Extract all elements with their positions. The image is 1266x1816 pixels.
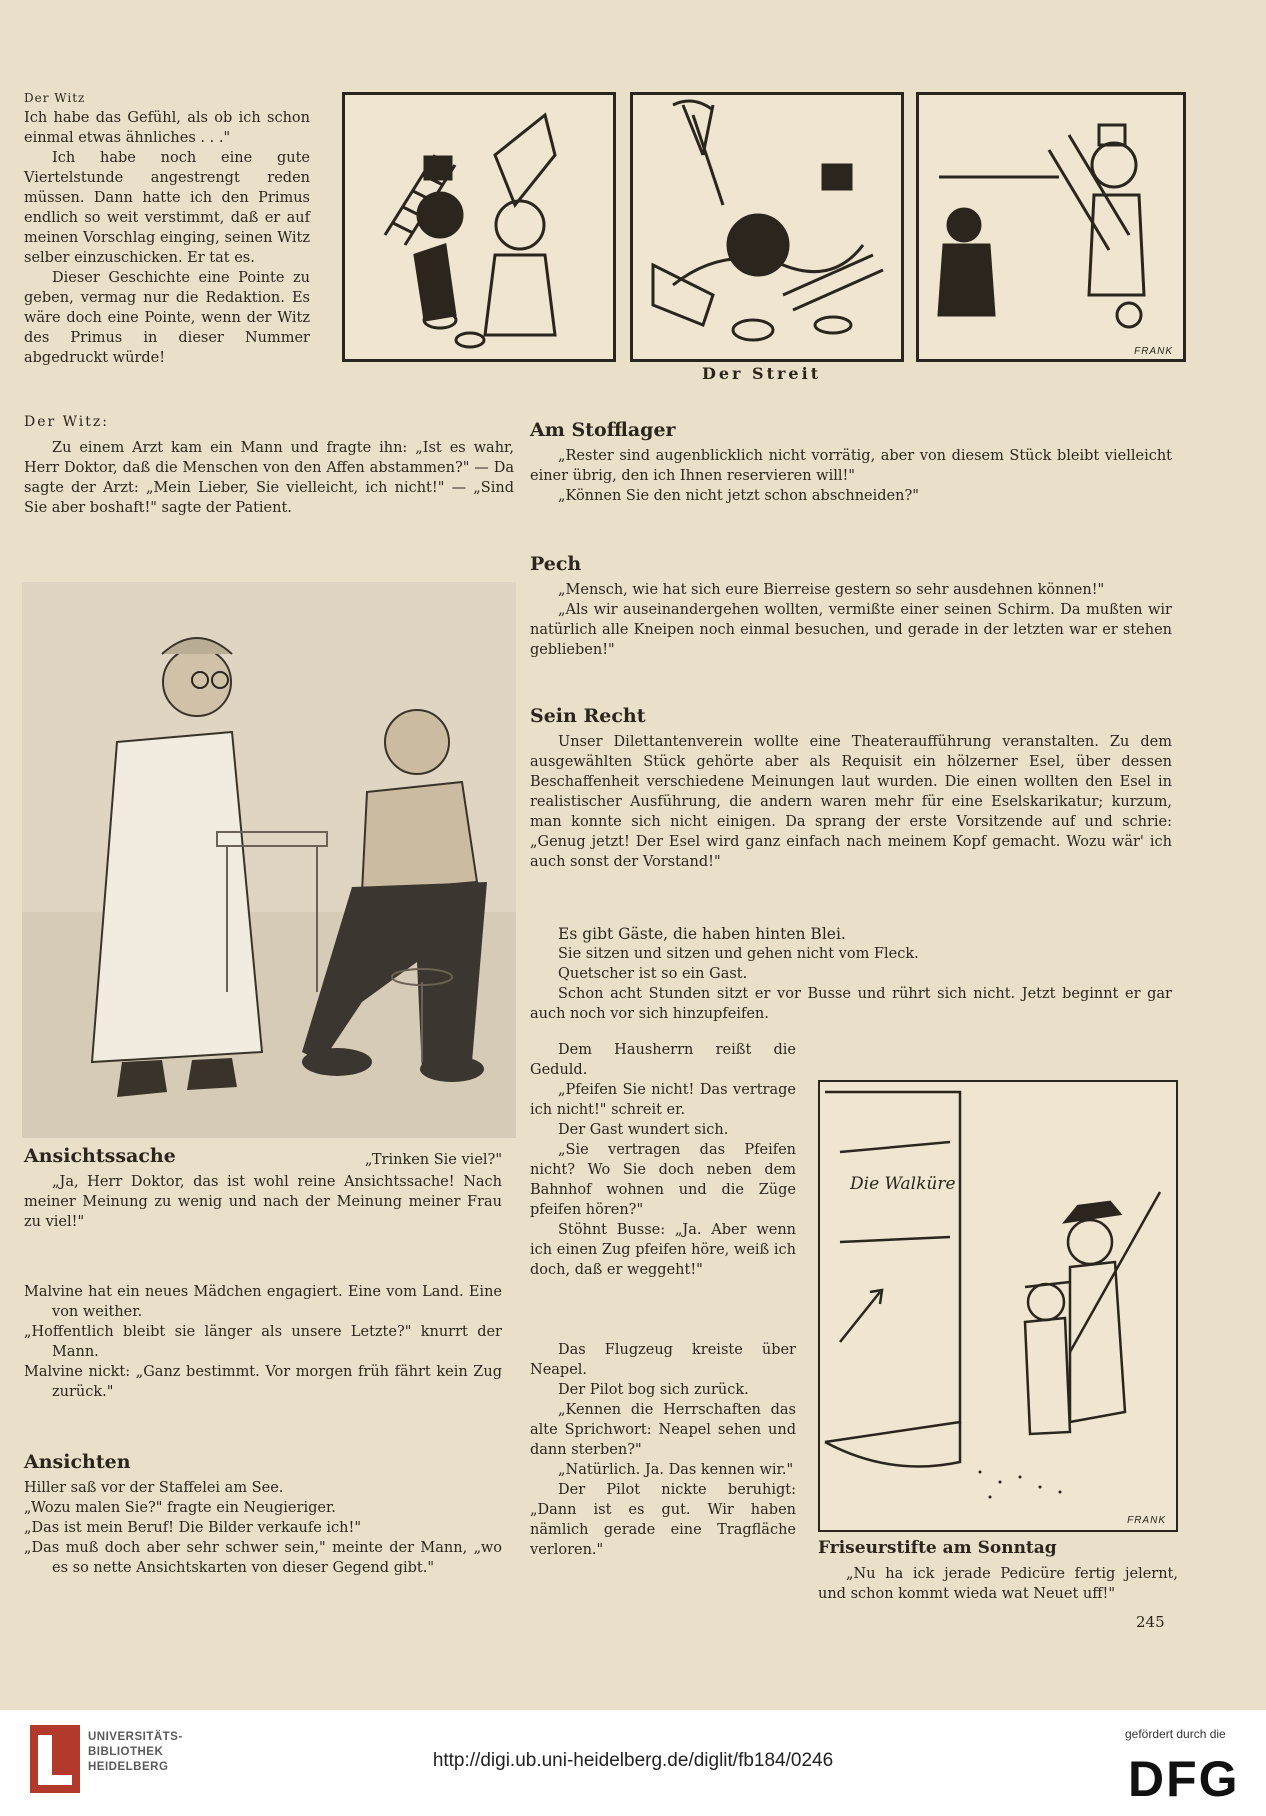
paragraph: Unser Dilettantenverein wollte eine Theateraufführung veranstalten. Zu dem ausgewählten Stück gehörte aber als Requisit ein hölzerner Esel, über dessen Beschaffenheit verschiedene Meinungen laut wurden. Die einen wollten den Esel in realistischer Ausführung, die andern waren mehr für eine Eselskarikatur; kurzum, man konnte sich nicht einigen. Da sprang der erste Vorsitzende auf und schrie: „Genug jetzt! Der Esel wird ganz einfach nach meinem Kopf gemacht. Wozu wär' ich auch sonst der Vorstand!" (530, 734, 1172, 870)
paragraph: „Nu ha ick jerade Pedicüre fertig jelernt, und schon kommt wieda wat Neuet uff!" (818, 1566, 1178, 1602)
section-heading: Am Stofflager (530, 419, 676, 441)
paragraph: Das Flugzeug kreiste über Neapel. (530, 1342, 796, 1378)
friseurstifte-section (818, 1538, 1178, 1604)
paragraph: „Mensch, wie hat sich eure Bierreise gestern so sehr ausdehnen können!" (558, 582, 1105, 598)
sein-recht-section (530, 706, 1172, 872)
paragraph: „Wozu malen Sie?" fragte ein Neugieriger. (24, 1500, 336, 1516)
paragraph: Der Pilot bog sich zurück. (558, 1382, 749, 1398)
paragraph: „Natürlich. Ja. Das kennen wir." (558, 1462, 794, 1478)
paragraph: Sie sitzen und sitzen und gehen nicht vom Fleck. (558, 946, 919, 962)
am-stofflager-section (530, 420, 1172, 506)
paragraph: Malvine nickt: „Ganz bestimmt. Vor morgen früh fährt kein Zug zurück." (24, 1364, 502, 1400)
paragraph: Hiller saß vor der Staffelei am See. (24, 1480, 284, 1496)
section-heading: Ansichtssache (24, 1145, 176, 1167)
section-label: Der Witz: (24, 414, 109, 430)
ansichten-section (24, 1452, 502, 1578)
section-heading: Ansichten (24, 1451, 131, 1473)
library-line: UNIVERSITÄTS- (88, 1731, 183, 1743)
poster-title: Die Walküre (850, 1174, 956, 1194)
quote: „Trinken Sie viel?" (364, 1152, 502, 1168)
paragraph: „Kennen die Herrschaften das alte Sprichwort: Neapel sehen und dann sterben?" (530, 1402, 796, 1458)
paragraph: Es gibt Gäste, die haben hinten Blei. (558, 925, 846, 943)
paragraph: „Pfeifen Sie nicht! Das vertrage ich nicht!" schreit er. (530, 1082, 796, 1118)
paragraph: Ich habe das Gefühl, als ob ich schon einmal etwas ähnliches . . ." (24, 110, 310, 146)
comic-panel-3 (916, 92, 1186, 362)
section-heading: Pech (530, 553, 582, 575)
poster-cartoon-panel (818, 1080, 1178, 1532)
paragraph: „Rester sind augenblicklich nicht vorrätig, aber von diesem Stück bleibt vielleicht einer übrig, den ich Ihnen reservieren will!" (530, 448, 1172, 484)
funding-label: gefördert durch die (1125, 1727, 1226, 1741)
top-left-column (24, 88, 310, 368)
page-number: 245 (1136, 1613, 1165, 1631)
pech-section (530, 554, 1172, 660)
column-label: Der Witz (24, 91, 86, 105)
paragraph: Ich habe noch eine gute Viertelstunde angestrengt reden müssen. Dann hatte ich den Primus endlich so weit verstimmt, daß er auf meinen Vorschlag einging, seinen Witz selber einzuschicken. Er tat es. (24, 150, 310, 266)
library-line: HEIDELBERG (88, 1761, 169, 1773)
poster-column-drawing (820, 1082, 1176, 1530)
chimney-sweep-and-cook-drawing (345, 95, 613, 359)
paragraph: „Als wir auseinandergehen wollten, vermißte einer seinen Schirm. Da mußten wir natürlich alle Kneipen noch einmal besuchen, und gerade in der letzten war er stehen geblieben!" (530, 602, 1172, 658)
paragraph: Der Pilot nickte beruhigt: „Dann ist es gut. Wir haben nämlich gerade eine Tragfläche verloren." (530, 1482, 796, 1558)
malvine-section (24, 1282, 502, 1402)
artist-signature: FRANK (1127, 1515, 1166, 1526)
der-witz-section (24, 412, 514, 518)
tumbling-figures-drawing (633, 95, 901, 359)
section-heading: Friseurstifte am Sonntag (818, 1538, 1057, 1558)
comic-caption: Der Streit (702, 364, 822, 383)
paragraph: „Können Sie den nicht jetzt schon abschneiden?" (558, 488, 919, 504)
paragraph: Dieser Geschichte eine Pointe zu geben, vermag nur die Redaktion. Es wäre doch eine Pointe, wenn der Witz des Primus in dieser Nummer abgedruckt würde! (24, 270, 310, 366)
paragraph: Schon acht Stunden sitzt er vor Busse und rührt sich nicht. Jetzt beginnt er gar auch noch vor sich hinzupfeifen. (530, 986, 1172, 1022)
paragraph: Der Gast wundert sich. (558, 1122, 729, 1138)
paragraph: „Sie vertragen das Pfeifen nicht? Wo Sie doch neben dem Bahnhof wohnen und die Züge pfeifen hören?" (530, 1142, 796, 1218)
dfg-logo: DFG (1128, 1751, 1240, 1807)
fight-with-brushes-drawing (919, 95, 1183, 359)
doctor-and-patient-drawing (22, 582, 516, 1138)
paragraph: „Hoffentlich bleibt sie länger als unsere Letzte?" knurrt der Mann. (24, 1324, 502, 1360)
paragraph: Stöhnt Busse: „Ja. Aber wenn ich einen Zug pfeifen höre, weiß ich doch, daß er weggeht!" (530, 1222, 796, 1278)
flugzeug-section (530, 1340, 796, 1560)
doctor-illustration (22, 582, 516, 1138)
paragraph: „Ja, Herr Doktor, das ist wohl reine Ansichtssache! Nach meiner Meinung zu wenig und nach der Meinung meiner Frau zu viel!" (24, 1174, 502, 1230)
comic-panel-1 (342, 92, 616, 362)
document-url[interactable]: http://digi.ub.uni-heidelberg.de/diglit/fb184/0246 (432, 1750, 834, 1771)
paragraph: Quetscher ist so ein Gast. (558, 966, 748, 982)
comic-panel-2 (630, 92, 904, 362)
paragraph: Malvine hat ein neues Mädchen engagiert. Eine vom Land. Eine von weither. (24, 1284, 502, 1320)
paragraph: „Das ist mein Beruf! Die Bilder verkaufe ich!" (24, 1520, 361, 1536)
artist-signature: FRANK (1134, 346, 1173, 357)
paragraph: Dem Hausherrn reißt die Geduld. (530, 1042, 796, 1078)
gaeste-narrow-column (530, 1040, 796, 1280)
paragraph: Zu einem Arzt kam ein Mann und fragte ihn: „Ist es wahr, Herr Doktor, daß die Menschen von den Affen abstammen?" — Da sagte der Arzt: „Mein Lieber, Sie vielleicht, ich nicht!" — „Sind Sie aber boshaft!" sagte der Patient. (24, 440, 514, 516)
ansichtssache-section (24, 1146, 502, 1232)
gaeste-section (530, 924, 1172, 1024)
section-heading: Sein Recht (530, 705, 646, 727)
paragraph: „Das muß doch aber sehr schwer sein," meinte der Mann, „wo es so nette Ansichtskarten von dieser Gegend gibt." (24, 1540, 502, 1576)
library-line: BIBLIOTHEK (88, 1746, 164, 1758)
